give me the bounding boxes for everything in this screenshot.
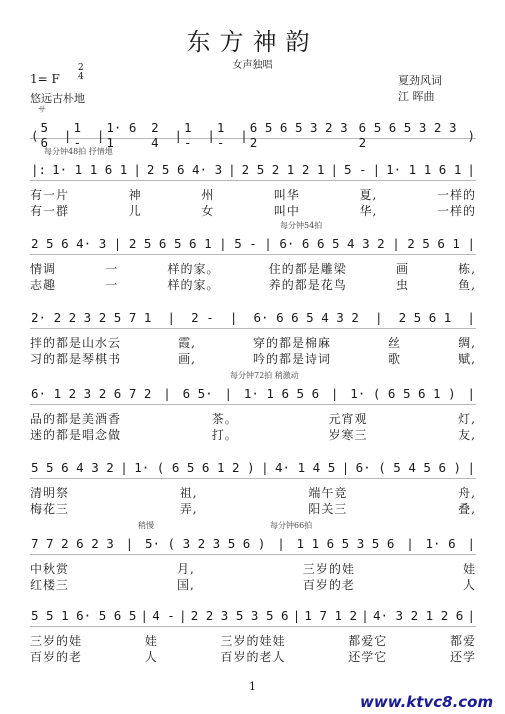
lyric-word: 迷的都是唱念做 <box>30 428 122 442</box>
lyrics-verse-2 <box>30 350 476 367</box>
lyrics-verse-2 <box>30 648 476 665</box>
bar-line: | <box>224 386 233 401</box>
note-group: 2 4 <box>151 120 159 150</box>
note-group: 1· 1 1 6 1 <box>386 162 462 177</box>
bar-line: | <box>63 127 72 143</box>
lyric-word: 月, <box>177 562 195 576</box>
tempo-annotation: 每分钟48拍 抒情地 <box>44 147 113 156</box>
staff-line-3 <box>30 221 476 302</box>
lyric-word: 梅花三 <box>30 502 70 516</box>
lyric-word: 一 <box>105 278 119 292</box>
bar-line: |: <box>31 162 47 177</box>
beam-underline <box>30 138 476 139</box>
lyric-word: 拌的都是山水云 <box>30 336 122 350</box>
tempo-annotation: 每分钟72拍 稍激动 <box>230 371 299 380</box>
note-group: 1· 1 1 6 1 <box>52 162 128 177</box>
note-group: 7 7 2 6 2 3 <box>31 536 114 551</box>
lyric-word: 娃 <box>144 634 158 648</box>
beam-underline <box>30 404 476 405</box>
bar-line: | <box>240 127 248 143</box>
lyric-word: 穿的都是棉麻 <box>252 336 331 350</box>
lyric-word: 三岁的娃 <box>30 634 83 648</box>
lyric-word: 祖, <box>179 486 198 500</box>
lyric-word: 清明祭 <box>30 486 70 500</box>
lyrics-verse-1 <box>30 260 476 277</box>
lyric-word: 中秋赏 <box>30 562 70 576</box>
lyric-word: 样的家。 <box>167 278 220 292</box>
note-group: 5 - <box>234 236 257 251</box>
bar-line: | <box>467 536 475 551</box>
lyric-word: 品的都是美酒香 <box>30 412 122 426</box>
note-row <box>30 310 476 325</box>
note-group: 2 5 6 1 <box>398 310 452 325</box>
note-group: 2 5 2 1 2 1 <box>241 162 325 177</box>
lyric-word: 栋, <box>458 262 476 276</box>
note-group: 1· ( 6 5 6 1 2 ) <box>134 460 255 475</box>
lyric-word: 三岁的娃娃 <box>220 634 286 648</box>
lyric-word: 弄, <box>179 502 198 516</box>
bar-line: | <box>330 162 338 177</box>
lyric-word: 三岁的娃 <box>302 562 355 576</box>
staff-line-8 <box>30 604 476 674</box>
lyric-word: 岁寒三 <box>328 428 368 442</box>
note-group: 2 2 3 5 3 5 6 <box>190 608 289 623</box>
note-group: 2 5 6 1 <box>407 236 460 251</box>
note-row <box>30 236 476 251</box>
note-row <box>30 536 476 551</box>
staff-line-6 <box>30 456 476 526</box>
bar-line: | <box>406 536 414 551</box>
beam-underline <box>30 478 476 479</box>
bar-line: | <box>372 162 381 177</box>
tempo-annotation: 每分钟66拍 <box>270 521 313 530</box>
bar-line: | <box>341 460 350 475</box>
song-title: 东方神韵 <box>186 28 319 56</box>
bar-line: | <box>167 310 176 325</box>
note-group: ) <box>467 127 476 143</box>
lyrics-verse-1 <box>30 334 476 351</box>
bar-line: | <box>174 127 182 143</box>
lyrics-verse-2 <box>30 202 476 219</box>
bar-line: | <box>113 236 122 251</box>
note-row <box>30 162 476 177</box>
note-group: 4· 1 4 5 <box>275 460 336 475</box>
note-group: 1· ( 6 5 6 1 ) <box>350 386 456 401</box>
beam-underline <box>30 626 476 627</box>
lyric-word: 画, <box>178 352 196 366</box>
note-group: 1 - <box>216 120 225 150</box>
bar-line: | <box>219 236 227 251</box>
staff-line-5 <box>30 371 476 452</box>
lyrics-verse-2 <box>30 276 476 293</box>
lyrics-verse-2 <box>30 500 476 517</box>
lyric-word: 舟, <box>458 486 476 500</box>
lyric-word: 神 <box>128 188 142 202</box>
note-group: 2 5 6 5 6 1 <box>128 236 212 251</box>
lyric-word: 女 <box>201 204 215 218</box>
bar-line: | <box>163 386 171 401</box>
lyric-word: 红楼三 <box>30 578 70 592</box>
tempo-annotation: 每分钟54拍 <box>280 221 323 230</box>
note-group: ( <box>31 127 39 143</box>
bar-line: | <box>330 386 339 401</box>
note-group: 5· ( 3 2 3 5 6 ) <box>144 536 266 551</box>
lyric-word: 叠, <box>458 502 476 516</box>
bar-line: | <box>207 127 215 143</box>
lyric-word: 霞, <box>178 336 196 350</box>
note-group: 6 5 6 5 3 2 3 2 <box>358 120 457 150</box>
site-watermark: www.ktvc8.com <box>360 693 494 711</box>
performance-type: 女声独唱 <box>232 60 273 71</box>
bar-line: | <box>374 310 383 325</box>
note-group: 1· 6 1 <box>106 120 137 150</box>
staff-line-4 <box>30 306 476 376</box>
bar-line: | <box>140 608 149 623</box>
lyric-word: 百岁的老 <box>30 650 83 664</box>
lyric-word: 百岁的老人 <box>220 650 286 664</box>
bar-line: | <box>361 608 369 623</box>
bar-line: | <box>467 310 475 325</box>
lyric-word: 画 <box>395 262 409 276</box>
composer-credit: 江 晖曲 <box>398 90 435 103</box>
lyrics-verse-2 <box>30 426 476 443</box>
lyric-word: 元宵观 <box>328 412 368 426</box>
time-signature <box>78 64 84 82</box>
lyricist-credit: 夏劲风词 <box>398 74 442 87</box>
lyric-word: 绸, <box>458 336 476 350</box>
lyric-word: 虫 <box>395 278 409 292</box>
bar-line: | <box>264 236 272 251</box>
lyrics-verse-1 <box>30 560 476 577</box>
lyric-word: 样的家。 <box>167 262 220 276</box>
bar-line: | <box>292 608 301 623</box>
lyric-word: 百岁的老 <box>302 578 355 592</box>
lyric-word: 都爱它 <box>348 634 388 648</box>
lyric-word: 鱼, <box>458 278 476 292</box>
lyric-word: 打。 <box>211 428 238 442</box>
lyric-word: 叫中 <box>273 204 300 218</box>
bar-line: | <box>133 162 141 177</box>
lyric-word: 住的都是雕梁 <box>268 262 347 276</box>
tempo-marking: 悠远古朴地 <box>30 92 85 105</box>
note-row <box>30 460 476 475</box>
lyrics-verse-1 <box>30 186 476 203</box>
note-group: 5 - <box>343 162 367 177</box>
key-signature: 1= F <box>30 72 60 86</box>
lyric-word: 赋, <box>458 352 476 366</box>
lyric-word: 人 <box>144 650 158 664</box>
lyric-word: 吟的都是诗词 <box>252 352 331 366</box>
lyric-word: 歌 <box>388 352 402 366</box>
bar-line: | <box>125 536 134 551</box>
note-group: 2· 2 2 3 2 5 7 1 <box>31 310 152 325</box>
tempo-annotation: サ <box>38 105 46 114</box>
lyric-word: 茶。 <box>211 412 238 426</box>
lyric-word: 情调 <box>30 262 57 276</box>
lyric-word: 都爱 <box>449 634 476 648</box>
lyric-word: 叫华 <box>273 188 300 202</box>
bar-line: | <box>261 460 269 475</box>
note-group: 5 5 6 4 3 2 <box>31 460 114 475</box>
lyric-word: 一 <box>105 262 119 276</box>
bar-line: | <box>228 162 236 177</box>
lyric-word: 友, <box>458 428 476 442</box>
lyric-word: 一样的 <box>436 188 476 202</box>
lyrics-verse-2 <box>30 576 476 593</box>
bar-line: | <box>96 127 105 143</box>
note-group: 4 - <box>152 608 175 623</box>
note-group: 1 1 6 5 3 5 6 <box>296 536 395 551</box>
lyric-word: 夏, <box>359 188 378 202</box>
meter-top: 2 <box>78 63 84 73</box>
note-group: 6· 6 6 5 4 3 2 <box>279 236 385 251</box>
note-group: 5 5 1 6· 5 6 5 <box>31 608 137 623</box>
note-row <box>30 608 476 623</box>
bar-line: | <box>467 236 475 251</box>
lyric-word: 端午竞 <box>308 486 348 500</box>
lyric-word: 娃 <box>462 562 476 576</box>
lyric-word: 志趣 <box>30 278 57 292</box>
lyric-word: 儿 <box>128 204 142 218</box>
lyric-word: 有一群 <box>30 204 70 218</box>
note-group: 2 5 6 4· 3 <box>31 236 107 251</box>
note-group: 5 6 <box>40 120 49 150</box>
bar-line: | <box>277 536 285 551</box>
bar-line: | <box>392 236 400 251</box>
bar-line: | <box>229 310 238 325</box>
note-group: 6· 1 2 3 2 6 7 2 <box>31 386 152 401</box>
bar-line: | <box>120 460 128 475</box>
note-group: 1· 1 6 5 6 <box>243 386 320 401</box>
lyric-word: 州 <box>201 188 215 202</box>
meter-bottom: 4 <box>78 72 84 82</box>
note-group: 1 7 1 2 <box>304 608 358 623</box>
beam-underline <box>30 180 476 181</box>
lyrics-verse-1 <box>30 632 476 649</box>
lyric-word: 养的都是花鸟 <box>268 278 347 292</box>
lyric-word: 华, <box>359 204 378 218</box>
lyric-word: 有一片 <box>30 188 70 202</box>
staff-line-7 <box>30 521 476 602</box>
note-group: 6· 6 6 5 4 3 2 <box>253 310 359 325</box>
bar-line: | <box>178 608 187 623</box>
note-row <box>30 386 476 401</box>
lyric-word: 还学 <box>449 650 476 664</box>
beam-underline <box>30 328 476 329</box>
note-group: 1 - <box>73 120 81 150</box>
lyric-word: 阳关三 <box>308 502 348 516</box>
lyric-word: 丝 <box>388 336 402 350</box>
note-group: 1 - <box>183 120 192 150</box>
note-group: 6 5 6 5 3 2 3 2 <box>249 120 348 150</box>
note-group: 2 5 6 4· 3 <box>146 162 223 177</box>
note-group: 4· 3 2 1 2 6 <box>372 608 464 623</box>
bar-line: | <box>467 162 475 177</box>
tempo-annotation: 稍慢 <box>138 521 154 530</box>
lyric-word: 人 <box>462 578 476 592</box>
staff-line-2 <box>30 147 476 228</box>
note-group: 6 5· <box>182 386 213 401</box>
lyric-word: 一样的 <box>436 204 476 218</box>
lyric-word: 国, <box>177 578 195 592</box>
beam-underline <box>30 254 476 255</box>
lyrics-verse-1 <box>30 484 476 501</box>
page-number: 1 <box>249 680 256 693</box>
bar-line: | <box>467 608 475 623</box>
lyric-word: 灯, <box>458 412 476 426</box>
note-group: 2 - <box>191 310 214 325</box>
bar-line: | <box>467 460 475 475</box>
lyric-word: 习的都是琴棋书 <box>30 352 122 366</box>
lyric-word: 还学它 <box>348 650 388 664</box>
beam-underline <box>30 554 476 555</box>
note-group: 6· ( 5 4 5 6 ) <box>355 460 462 475</box>
bar-line: | <box>467 386 475 401</box>
note-group: 1· 6 <box>425 536 456 551</box>
lyrics-verse-1 <box>30 410 476 427</box>
